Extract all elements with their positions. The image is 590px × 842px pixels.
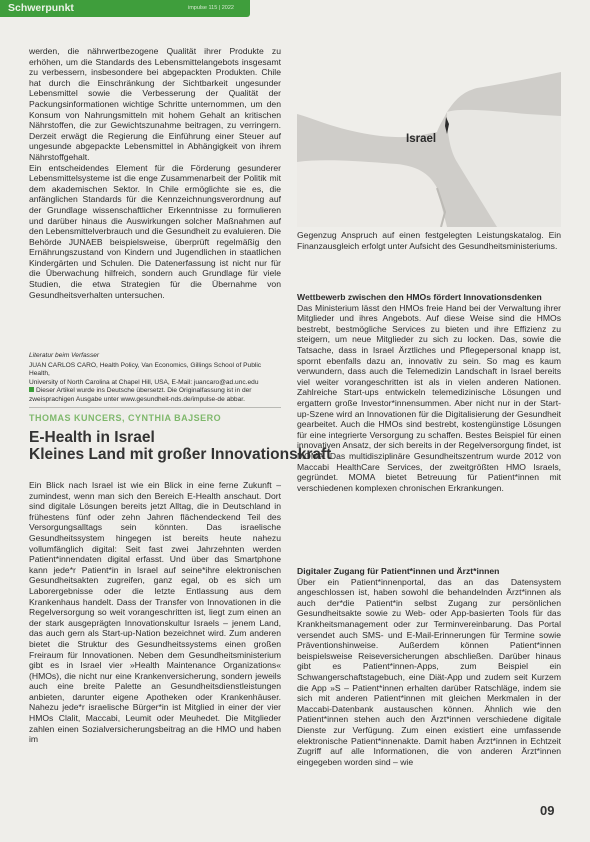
references-block (29, 352, 281, 405)
map-graphic (297, 12, 561, 227)
article-title: E-Health in Israel (29, 429, 155, 446)
map-label-israel: Israel (406, 133, 437, 145)
paragraph: werden, die nährwertbezogene Qualität ihrer Produkte zu erhöhen, um die Standards des Lebensmittelangebots insgesamt zu verbessern, insbesondere bei abgepackten Produkten. Chile hat durch die Einschränkung der Sichtbarkeit ungesunder Lebensmittel sowie die Verbesserung der Qualität der Packungsinformationen wichtige Schritte unternommen, um den Konsum von Nahrungsmitteln mit hohem Gehalt an kritischen Nährstoffen, die zur Gewichtszunahme beitragen, zu verringern. Derzeit erwägt die Regierung die Einführung einer Steuer auf ungesunde abgepackte Lebensmittel in Abhängigkeit von ihrem Nährstoffgehalt. (29, 46, 281, 162)
right-column-bottom (297, 566, 561, 767)
subheading: Wettbewerb zwischen den HMOs fördert Innovationsdenken (297, 292, 542, 302)
paragraph: Gegenzug Anspruch auf einen festgelegten Leistungskatalog. Ein Finanzausgleich erfolgt unter Aufsicht des Gesundheitsministeriums. (297, 230, 561, 251)
reference-line: Dieser Artikel wurde ins Deutsche übersetzt. Die Originalfassung ist in der (29, 387, 281, 396)
right-column-middle (297, 292, 561, 493)
right-column-top (297, 230, 561, 251)
reference-line: JUAN CARLOS CARO, Health Policy, Van Economics, Gillings School of Public Health, (29, 361, 262, 378)
green-square-icon (29, 387, 34, 392)
reference-line: University of North Carolina at Chapel Hill, USA, E-Mail: juancaro@ad.unc.edu (29, 378, 259, 386)
article-body-left (29, 480, 281, 745)
article-authors: THOMAS KUNCERS, CYNTHIA BAJSERO (29, 413, 222, 423)
paragraph: Ein entscheidendes Element für die Förderung gesunderer Lebensmittelsysteme ist die enge Zusammenarbeit der Politik mit dem akademischen Sektor. In Chile ermöglichte sie es, die anfänglichen Standards für die Kennzeichnungsverordnung auf der Grundlage wissenschaftlicher Erkenntnisse zu formulieren und darüber hinaus die Auswirkungen solcher Maßnahmen auf den Lebensmittelverbrauch und die Gesundheit zu evaluieren. Die Behörde JUNAEB beispielsweise, überprüft regelmäßig den Ernährungszustand von Kindern und Jugendlichen in staatlichen Kindergärten und Schulen. Die Datenerfassung ist nicht nur für die Überwachung hilfreich, sondern auch Grundlage für viele Studien, die etwa Strategien für die Übernahme von Gesundheitsverhalten untersuchen. (29, 162, 281, 300)
article-subtitle: Kleines Land mit großer Innovationskraft (29, 446, 332, 463)
paragraph: Ein Blick nach Israel ist wie ein Blick in eine ferne Zukunft – zumindest, wenn man sich den Bereich E-Health anschaut. Dort sind digitale Lösungen bereits jetzt Alltag, die in Deutschland in frühestens fünf oder zehn Jahren flächendeckend Teil des Versorgungsalltags sein könnten. Das israelische Gesundheitssystem hingegen ist bereits heute nahezu vollumfänglich digital: Seit fast zwei Jahrzehnten werden Patient*innendaten digital erfasst. Und über das Smartphone kann jede*r Patient*in in Israel auf seine*ihre elektronischen Gesundheitsakten zugreifen, ganz egal, ob es sich um Laborergebnisse oder die letzte Entlassung aus dem Krankenhaus handelt. Dass der Transfer von Innovationen in die Regelversorgung so weit vorangeschritten ist, liegt zum einen an der stark ausgeprägten Innovationskultur Israels – jenem Land, das auch gern als Start-up-Nation bezeichnet wird. Zum anderen bietet die Struktur des Gesundheitssystems einen großen Freiraum für Innovationen. Neben dem Gesundheitsministerium gibt es in Israel vier »Health Maintenance Organizations« (HMOs), die nicht nur eine Krankenversicherung, sondern jeweils auch eine breite Palette an Gesundheitsdienstleistungen anbieten, darunter eigene Apotheken oder Krankenhäuser. Nahezu jede*r israelische Bürger*in ist Mitglied in einer der vier HMOs Clalit, Maccabi, Leumit oder Meuhedet. Die Mitglieder zahlen einen Sozialversicherungsbeitrag an die HMO und haben im (29, 480, 281, 745)
page-number: 09 (540, 803, 555, 818)
left-column-top (29, 46, 281, 300)
israel-map (297, 12, 561, 227)
issue-label: impulse 115 | 2022 (188, 5, 234, 11)
paragraph: Über ein Patient*innenportal, das an das Datensystem angeschlossen ist, haben sowohl die behandelnden Ärzt*innen als auch der*die Patient*in selbst Zugang zur persönlichen Gesundheitsakte sowie zu Web- oder App-basierten Tools für das Krankheitsmanagement oder zur Terminvereinbarung. Das Portal versendet auch SMS- und E-Mail-Erinnerungen für Termine sowie Präventionshinweise. Außerdem können Patient*innen beispielsweise Reiseversicherungen abschließen. Darüber hinaus gibt es Patient*innen-Apps, zum Beispiel ein Schwangerschaftstagebuch, eine Diät-App und zudem seit Kurzem die App »S – Patient*innen erhalten darüber Ratschläge, indem sie sich mit anderen Patient*innen mit gleichen Merkmalen in der Maccabi-Datenbank austauschen können. Ähnlich wie den Patient*innen stehen auch den Ärzt*innen verschiedene digitale Dienste zur Verfügung. Zum einen existiert eine umfassende elektronische Patient*innenakte. Damit haben Ärzt*innen in Echtzeit Zugriff auf alle Informationen, die von anderen Ärzt*innen eingegeben worden sind – wie (297, 576, 561, 767)
paragraph: Das Ministerium lässt den HMOs freie Hand bei der Verwaltung ihrer Mitglieder und ihres Angebots. Auf diese Weise sind die HMOs bestrebt, bestmögliche Services zu bieten und ihre Effizienz zu steigern, um neue Mitglieder zu sich zu locken. Das, sowie die Tatsache, dass in Israel Ärztliches und Pflegepersonal knapp ist, spornt ebenfalls dazu an, innovativ zu sein. So mag es kaum verwundern, dass auch die Telemedizin Landschaft in Israel bereits viel weiter vorangeschritten ist als in vielen anderen Nationen. Zahlreiche Start-ups entwickeln telemedizinische Lösungen und ergattern große Investor*innensummen. Aber nicht nur in der Start-up-Szene wird an Innovationen für die Digitalisierung der Gesundheit gearbeitet. Auch die HMOs sind bestrebt, kostengünstige Lösungen für eine integrierte Versorgung zu schaffen. Bestes Beispiel für einen innovativen Ansatz, der sich bereits in der Regelversorgung findet, ist MOMA. Das multidisziplinäre Gesundheitszentrum wurde 2012 von Maccabi HealthCare Services, der zweitgrößten HMO Israels, gegründet. MOMA bietet Betreuung für Patient*innen mit verschiedenen komplexen chronischen Erkrankungen. (297, 302, 561, 493)
references-heading: Literatur beim Verfasser (29, 352, 100, 359)
section-label: Schwerpunkt (8, 2, 74, 14)
section-header-tab (0, 0, 250, 17)
subheading: Digitaler Zugang für Patient*innen und Ärzt*innen (297, 566, 500, 576)
article-divider (29, 407, 281, 408)
reference-line: zweisprachigen Ausgabe unter www.gesundheit-nds.de/impulse-de abbar. (29, 395, 245, 403)
